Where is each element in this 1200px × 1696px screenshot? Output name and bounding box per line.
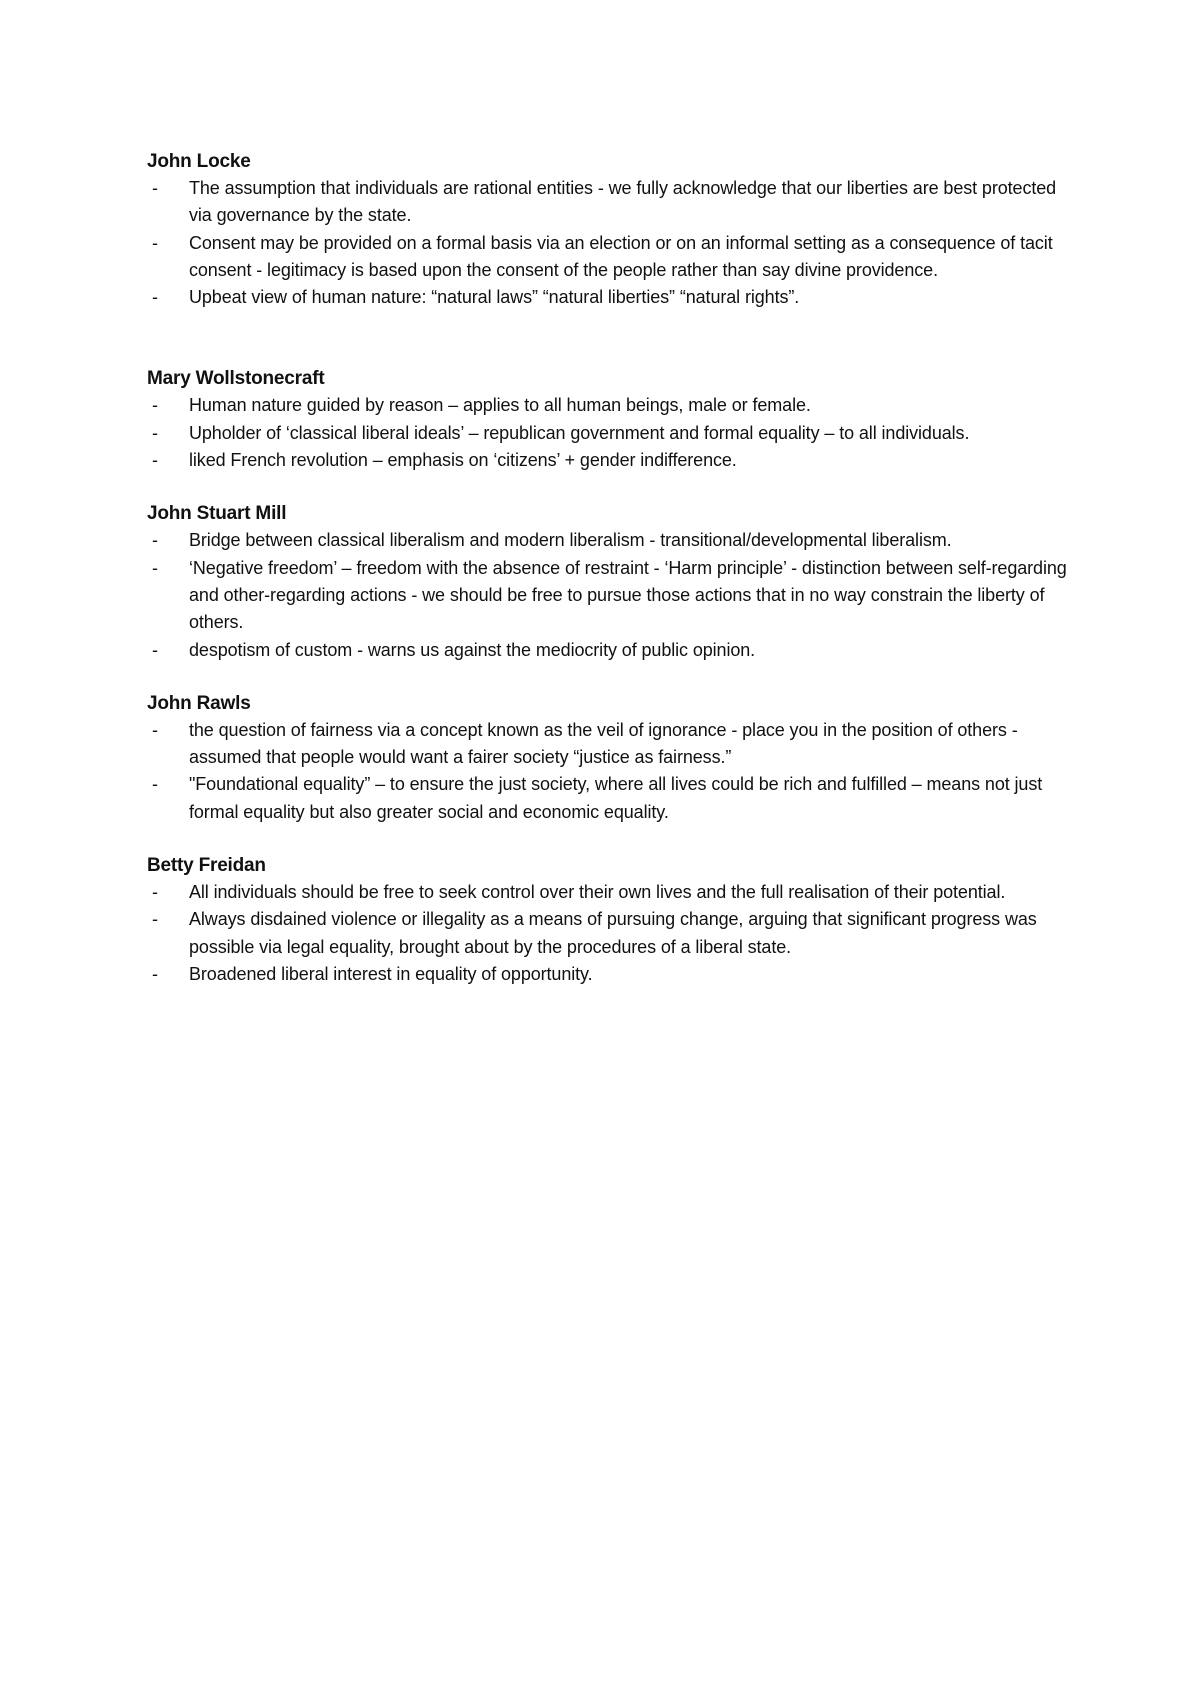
list-item-text: Human nature guided by reason – applies to all human beings, male or female. <box>189 395 811 416</box>
dash-marker: - <box>152 719 158 740</box>
list-item <box>147 392 1077 419</box>
list-item <box>147 555 1077 637</box>
document-body <box>147 148 1077 988</box>
list-item-text: Bridge between classical liberalism and modern liberalism - transitional/developmental liberalism. <box>189 530 952 551</box>
dash-marker: - <box>152 557 158 578</box>
dash-marker: - <box>152 395 158 416</box>
list-item-text: Consent may be provided on a formal basis via an election or on an informal setting as a consequence of tacit consent - legitimacy is based upon the consent of the people rather than say divine providence. <box>189 232 1053 280</box>
list-item-text: Always disdained violence or illegality as a means of pursuing change, arguing that significant progress was possible via legal equality, brought about by the procedures of a liberal state. <box>189 909 1037 957</box>
dash-marker: - <box>152 232 158 253</box>
section-john-locke <box>147 148 1077 311</box>
list-item <box>147 906 1077 961</box>
list-item-text: Upbeat view of human nature: “natural laws” “natural liberties” “natural rights”. <box>189 287 800 308</box>
section-heading: Mary Wollstonecraft <box>147 368 325 390</box>
dash-marker: - <box>152 422 158 443</box>
list-item <box>147 961 1077 988</box>
section-heading: John Stuart Mill <box>147 503 287 525</box>
list-item <box>147 420 1077 447</box>
section-heading: John Locke <box>147 151 251 172</box>
list-item-text: ‘Negative freedom’ – freedom with the absence of restraint - ‘Harm principle’ - distinction between self-regarding and other-regarding actions - we should be free to pursue those actions that in no way constrain the liberty of others. <box>189 557 1067 633</box>
dash-marker: - <box>152 882 158 903</box>
dash-marker: - <box>152 178 158 198</box>
bullet-list <box>147 175 1077 311</box>
list-item-text: Broadened liberal interest in equality of opportunity. <box>189 963 593 984</box>
dash-marker: - <box>152 774 158 795</box>
list-item-text: "Foundational equality” – to ensure the just society, where all lives could be rich and fulfilled – means not just formal equality but also greater social and economic equality. <box>189 774 1043 822</box>
section-mary-wollstonecraft <box>147 365 1077 474</box>
spacer <box>147 311 1077 365</box>
bullet-list <box>147 527 1077 663</box>
section-john-rawls <box>147 690 1077 826</box>
section-betty-freidan <box>147 852 1077 988</box>
section-heading: John Rawls <box>147 692 251 714</box>
list-item-text: All individuals should be free to seek control over their own lives and the full realisation of their potential. <box>189 882 1006 903</box>
list-item <box>147 284 1077 311</box>
section-john-stuart-mill <box>147 500 1077 663</box>
list-item <box>147 527 1077 554</box>
list-item <box>147 771 1077 826</box>
list-item-text: The assumption that individuals are rational entities - we fully acknowledge that our liberties are best protected via governance by the state. <box>189 178 1057 226</box>
dash-marker: - <box>152 639 158 660</box>
list-item-text: despotism of custom - warns us against the mediocrity of public opinion. <box>189 639 756 660</box>
list-item <box>147 447 1077 474</box>
list-item <box>147 717 1077 772</box>
spacer <box>147 664 1077 690</box>
dash-marker: - <box>152 963 158 984</box>
list-item-text: the question of fairness via a concept known as the veil of ignorance - place you in the position of others - assumed that people would want a fairer society “justice as fairness.” <box>189 719 1018 768</box>
spacer <box>147 826 1077 852</box>
list-item-text: Upholder of ‘classical liberal ideals’ – republican government and formal equality – to all individuals. <box>189 422 970 443</box>
list-item <box>147 879 1077 906</box>
dash-marker: - <box>152 530 158 551</box>
bullet-list <box>147 392 1077 474</box>
spacer <box>147 474 1077 500</box>
dash-marker: - <box>152 287 158 308</box>
bullet-list <box>147 717 1077 826</box>
list-item <box>147 637 1077 664</box>
list-item-text: liked French revolution – emphasis on ‘citizens’ + gender indifference. <box>189 450 737 471</box>
list-item <box>147 175 1077 230</box>
bullet-list <box>147 879 1077 988</box>
dash-marker: - <box>152 450 158 471</box>
dash-marker: - <box>152 909 158 930</box>
section-heading: Betty Freidan <box>147 855 266 877</box>
list-item <box>147 230 1077 285</box>
